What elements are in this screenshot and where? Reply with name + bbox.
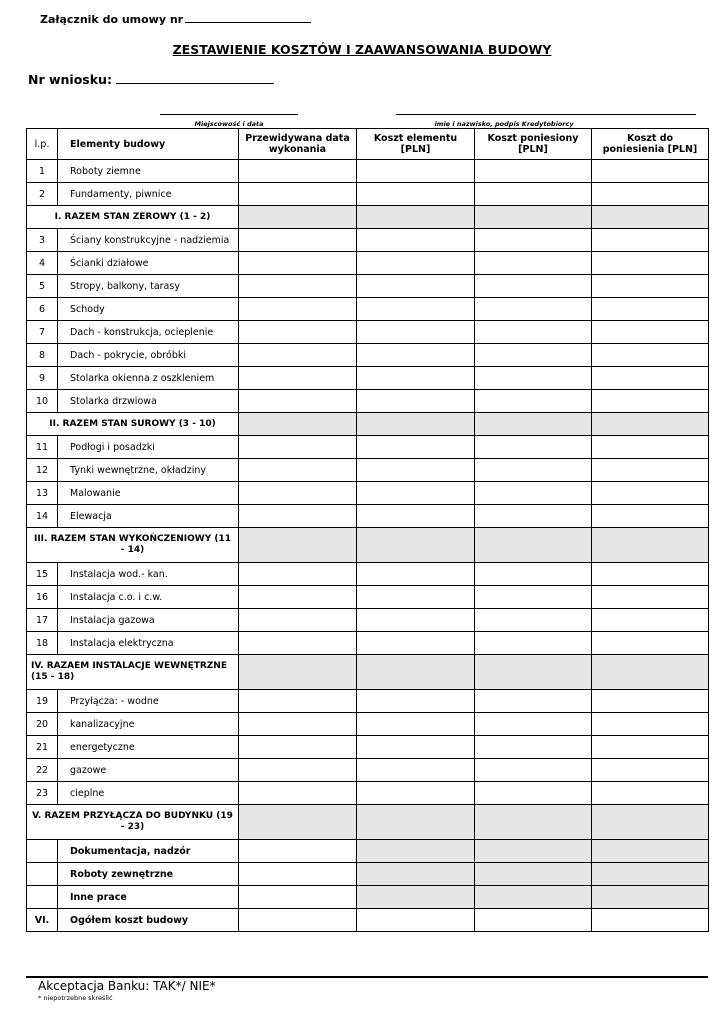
cost-cell[interactable]: [592, 505, 709, 528]
cost-cell[interactable]: [592, 298, 709, 321]
cost-cell[interactable]: [475, 482, 592, 505]
cost-cell[interactable]: [475, 632, 592, 655]
element-name: Instalacja gazowa: [58, 609, 239, 632]
col-header-element-cost: Koszt elementu [PLN]: [357, 129, 475, 160]
summary-value-cell[interactable]: [592, 413, 709, 436]
row-number: 16: [27, 586, 58, 609]
cost-cell[interactable]: [357, 183, 475, 206]
planned-date-cell[interactable]: [239, 183, 357, 206]
cost-cell[interactable]: [475, 690, 592, 713]
cost-cell[interactable]: [592, 863, 709, 886]
cost-cell[interactable]: [357, 505, 475, 528]
cost-cell[interactable]: [475, 886, 592, 909]
summary-value-cell[interactable]: [239, 655, 357, 690]
summary-value-cell[interactable]: [357, 805, 475, 840]
cost-cell[interactable]: [475, 367, 592, 390]
row-number: 17: [27, 609, 58, 632]
cost-cell[interactable]: [357, 886, 475, 909]
element-name: Instalacja wod.- kan.: [58, 563, 239, 586]
cost-cell[interactable]: [592, 482, 709, 505]
cost-cell[interactable]: [475, 183, 592, 206]
planned-date-cell[interactable]: [239, 436, 357, 459]
element-name: Stolarka okienna z oszkleniem: [58, 367, 239, 390]
cost-cell[interactable]: [592, 344, 709, 367]
cost-cell[interactable]: [592, 736, 709, 759]
summary-value-cell[interactable]: [357, 413, 475, 436]
planned-date-cell[interactable]: [239, 275, 357, 298]
table-row: [27, 160, 709, 183]
row-number: [27, 863, 58, 886]
summary-row: [27, 655, 709, 690]
cost-cell[interactable]: [592, 563, 709, 586]
row-number: VI.: [27, 909, 58, 932]
planned-date-cell[interactable]: [239, 390, 357, 413]
cost-cell[interactable]: [475, 909, 592, 932]
row-number: 14: [27, 505, 58, 528]
cost-cell[interactable]: [357, 632, 475, 655]
cost-cell[interactable]: [475, 252, 592, 275]
application-number-field[interactable]: [116, 72, 274, 84]
element-name: Roboty zewnętrzne: [58, 863, 239, 886]
cost-cell[interactable]: [592, 367, 709, 390]
table-row: [27, 367, 709, 390]
borrower-signature-line[interactable]: [396, 114, 696, 115]
cost-cell[interactable]: [475, 275, 592, 298]
document-title: ZESTAWIENIE KOSZTÓW I ZAAWANSOWANIA BUDOWY: [172, 42, 552, 57]
row-number: 19: [27, 690, 58, 713]
summary-row: [27, 805, 709, 840]
summary-value-cell[interactable]: [475, 655, 592, 690]
planned-date-cell[interactable]: [239, 321, 357, 344]
planned-date-cell[interactable]: [239, 482, 357, 505]
cost-cell[interactable]: [475, 321, 592, 344]
summary-label: II. RAZEM STAN SUROWY (3 - 10): [27, 413, 239, 436]
row-number: 9: [27, 367, 58, 390]
planned-date-cell[interactable]: [239, 713, 357, 736]
row-number: 23: [27, 782, 58, 805]
cost-cell[interactable]: [592, 782, 709, 805]
row-number: 4: [27, 252, 58, 275]
element-name: Ścianki działowe: [58, 252, 239, 275]
cost-cell[interactable]: [592, 886, 709, 909]
cost-cell[interactable]: [357, 367, 475, 390]
element-name: Ściany konstrukcyjne - nadziemia: [58, 229, 239, 252]
row-number: 22: [27, 759, 58, 782]
summary-value-cell[interactable]: [592, 206, 709, 229]
cost-cell[interactable]: [475, 160, 592, 183]
table-header-row: [27, 129, 709, 160]
summary-value-cell[interactable]: [475, 528, 592, 563]
cost-cell[interactable]: [592, 840, 709, 863]
cost-cell[interactable]: [475, 436, 592, 459]
element-name: Dach - pokrycie, obróbki: [58, 344, 239, 367]
cost-cell[interactable]: [592, 183, 709, 206]
row-number: 5: [27, 275, 58, 298]
borrower-signature-label: imię i nazwisko, podpis Kredytobiorcy: [434, 120, 574, 128]
bank-acceptance: Akceptacja Banku: TAK*/ NIE*: [38, 979, 216, 993]
element-name: Dokumentacja, nadzór: [58, 840, 239, 863]
col-header-incurred-cost: Koszt poniesiony [PLN]: [475, 129, 592, 160]
cost-cell[interactable]: [475, 840, 592, 863]
row-number: 11: [27, 436, 58, 459]
element-name: Inne prace: [58, 886, 239, 909]
summary-value-cell[interactable]: [475, 413, 592, 436]
cost-cell[interactable]: [357, 563, 475, 586]
application-label: Nr wniosku:: [28, 72, 112, 87]
planned-date-cell[interactable]: [239, 609, 357, 632]
table-row: [27, 840, 709, 863]
element-name: Fundamenty, piwnice: [58, 183, 239, 206]
element-name: Malowanie: [58, 482, 239, 505]
place-date-line[interactable]: [160, 114, 298, 115]
planned-date-cell[interactable]: [239, 909, 357, 932]
element-name: Schody: [58, 298, 239, 321]
summary-value-cell[interactable]: [592, 805, 709, 840]
planned-date-cell[interactable]: [239, 160, 357, 183]
summary-row: [27, 413, 709, 436]
cost-cell[interactable]: [357, 690, 475, 713]
cost-cell[interactable]: [592, 459, 709, 482]
row-number: [27, 840, 58, 863]
row-number: 15: [27, 563, 58, 586]
cost-cell[interactable]: [357, 840, 475, 863]
row-number: 10: [27, 390, 58, 413]
element-name: Roboty ziemne: [58, 160, 239, 183]
cost-cell[interactable]: [592, 690, 709, 713]
summary-label: V. RAZEM PRZYŁĄCZA DO BUDYNKU (19 - 23): [27, 805, 239, 840]
footnote: * niepotrzebne skreślić: [38, 994, 113, 1002]
row-number: 7: [27, 321, 58, 344]
cost-cell[interactable]: [357, 782, 475, 805]
annex-label: Załącznik do umowy nr: [40, 13, 184, 26]
table-row: [27, 252, 709, 275]
element-name: Stropy, balkony, tarasy: [58, 275, 239, 298]
cost-cell[interactable]: [357, 909, 475, 932]
planned-date-cell[interactable]: [239, 229, 357, 252]
row-number: 3: [27, 229, 58, 252]
planned-date-cell[interactable]: [239, 782, 357, 805]
annex-header: [40, 12, 311, 26]
planned-date-cell[interactable]: [239, 840, 357, 863]
summary-value-cell[interactable]: [357, 528, 475, 563]
col-header-elements: Elementy budowy: [58, 129, 239, 160]
element-name: energetyczne: [58, 736, 239, 759]
col-header-lp: l.p.: [27, 129, 58, 160]
table-row: [27, 586, 709, 609]
cost-cell[interactable]: [475, 586, 592, 609]
element-name: Elewacja: [58, 505, 239, 528]
cost-cell[interactable]: [475, 759, 592, 782]
cost-cell[interactable]: [357, 863, 475, 886]
cost-cell[interactable]: [592, 759, 709, 782]
table-row: [27, 229, 709, 252]
element-name: Instalacja elektryczna: [58, 632, 239, 655]
table-row: [27, 863, 709, 886]
table-row: [27, 482, 709, 505]
table-row: [27, 690, 709, 713]
cost-cell[interactable]: [592, 586, 709, 609]
cost-cell[interactable]: [357, 390, 475, 413]
cost-cell[interactable]: [357, 482, 475, 505]
row-number: 13: [27, 482, 58, 505]
summary-value-cell[interactable]: [239, 805, 357, 840]
footer-divider: [26, 976, 708, 978]
summary-value-cell[interactable]: [475, 805, 592, 840]
summary-label: III. RAZEM STAN WYKOŃCZENIOWY (11 - 14): [27, 528, 239, 563]
summary-value-cell[interactable]: [357, 206, 475, 229]
cost-cell[interactable]: [592, 713, 709, 736]
cost-cell[interactable]: [475, 863, 592, 886]
summary-value-cell[interactable]: [239, 206, 357, 229]
cost-cell[interactable]: [475, 782, 592, 805]
planned-date-cell[interactable]: [239, 886, 357, 909]
table-row: [27, 886, 709, 909]
summary-value-cell[interactable]: [475, 206, 592, 229]
planned-date-cell[interactable]: [239, 344, 357, 367]
table-row: [27, 909, 709, 932]
table-row: [27, 298, 709, 321]
cost-cell[interactable]: [475, 344, 592, 367]
planned-date-cell[interactable]: [239, 759, 357, 782]
element-name: Stolarka drzwiowa: [58, 390, 239, 413]
table-row: [27, 390, 709, 413]
table-row: [27, 782, 709, 805]
cost-cell[interactable]: [475, 505, 592, 528]
table-row: [27, 632, 709, 655]
planned-date-cell[interactable]: [239, 863, 357, 886]
row-number: 6: [27, 298, 58, 321]
element-name: Ogółem koszt budowy: [58, 909, 239, 932]
cost-table: [26, 128, 709, 932]
cost-cell[interactable]: [592, 229, 709, 252]
planned-date-cell[interactable]: [239, 690, 357, 713]
cost-cell[interactable]: [475, 609, 592, 632]
cost-cell[interactable]: [592, 252, 709, 275]
table-row: [27, 459, 709, 482]
element-name: Instalacja c.o. i c.w.: [58, 586, 239, 609]
cost-cell[interactable]: [357, 459, 475, 482]
element-name: cieplne: [58, 782, 239, 805]
cost-cell[interactable]: [592, 436, 709, 459]
element-name: Przyłącza: - wodne: [58, 690, 239, 713]
summary-value-cell[interactable]: [239, 413, 357, 436]
cost-cell[interactable]: [357, 436, 475, 459]
cost-cell[interactable]: [592, 609, 709, 632]
summary-value-cell[interactable]: [357, 655, 475, 690]
cost-cell[interactable]: [475, 229, 592, 252]
planned-date-cell[interactable]: [239, 459, 357, 482]
cost-cell[interactable]: [475, 298, 592, 321]
cost-cell[interactable]: [357, 344, 475, 367]
cost-cell[interactable]: [357, 252, 475, 275]
cost-cell[interactable]: [592, 160, 709, 183]
row-number: 2: [27, 183, 58, 206]
planned-date-cell[interactable]: [239, 563, 357, 586]
cost-cell[interactable]: [475, 563, 592, 586]
element-name: Tynki wewnętrzne, okładziny: [58, 459, 239, 482]
row-number: [27, 886, 58, 909]
summary-row: [27, 206, 709, 229]
cost-cell[interactable]: [357, 160, 475, 183]
row-number: 21: [27, 736, 58, 759]
col-header-planned-date: Przewidywana data wykonania: [239, 129, 357, 160]
cost-cell[interactable]: [592, 390, 709, 413]
table-row: [27, 321, 709, 344]
summary-label: IV. RAZAEM INSTALACJE WEWNĘTRZNE (15 - 18): [27, 655, 239, 690]
row-number: 18: [27, 632, 58, 655]
planned-date-cell[interactable]: [239, 505, 357, 528]
place-date-label: Miejscowość i data: [194, 120, 264, 128]
planned-date-cell[interactable]: [239, 252, 357, 275]
planned-date-cell[interactable]: [239, 298, 357, 321]
row-number: 20: [27, 713, 58, 736]
summary-value-cell[interactable]: [592, 528, 709, 563]
table-row: [27, 505, 709, 528]
cost-cell[interactable]: [592, 632, 709, 655]
cost-cell[interactable]: [357, 713, 475, 736]
annex-number-field[interactable]: [185, 12, 311, 23]
cost-cell[interactable]: [357, 229, 475, 252]
col-header-remaining-cost: Koszt do poniesienia [PLN]: [592, 129, 709, 160]
cost-cell[interactable]: [357, 298, 475, 321]
cost-cell[interactable]: [357, 736, 475, 759]
table-row: [27, 436, 709, 459]
planned-date-cell[interactable]: [239, 632, 357, 655]
cost-cell[interactable]: [357, 609, 475, 632]
element-name: Dach - konstrukcja, ocieplenie: [58, 321, 239, 344]
table-row: [27, 736, 709, 759]
cost-cell[interactable]: [357, 586, 475, 609]
planned-date-cell[interactable]: [239, 367, 357, 390]
row-number: 1: [27, 160, 58, 183]
table-row: [27, 759, 709, 782]
cost-cell[interactable]: [592, 275, 709, 298]
cost-cell[interactable]: [592, 321, 709, 344]
application-number: [28, 72, 274, 87]
table-row: [27, 563, 709, 586]
element-name: gazowe: [58, 759, 239, 782]
summary-label: I. RAZEM STAN ZEROWY (1 - 2): [27, 206, 239, 229]
cost-cell[interactable]: [475, 390, 592, 413]
summary-row: [27, 528, 709, 563]
summary-value-cell[interactable]: [239, 528, 357, 563]
cost-cell[interactable]: [475, 713, 592, 736]
table-row: [27, 183, 709, 206]
cost-cell[interactable]: [475, 459, 592, 482]
row-number: 8: [27, 344, 58, 367]
cost-cell[interactable]: [357, 759, 475, 782]
table-row: [27, 713, 709, 736]
table-row: [27, 609, 709, 632]
cost-cell[interactable]: [357, 275, 475, 298]
cost-cell[interactable]: [475, 736, 592, 759]
row-number: 12: [27, 459, 58, 482]
cost-cell[interactable]: [592, 909, 709, 932]
cost-cell[interactable]: [357, 321, 475, 344]
planned-date-cell[interactable]: [239, 586, 357, 609]
element-name: Podłogi i posadzki: [58, 436, 239, 459]
table-row: [27, 275, 709, 298]
planned-date-cell[interactable]: [239, 736, 357, 759]
table-row: [27, 344, 709, 367]
summary-value-cell[interactable]: [592, 655, 709, 690]
element-name: kanalizacyjne: [58, 713, 239, 736]
